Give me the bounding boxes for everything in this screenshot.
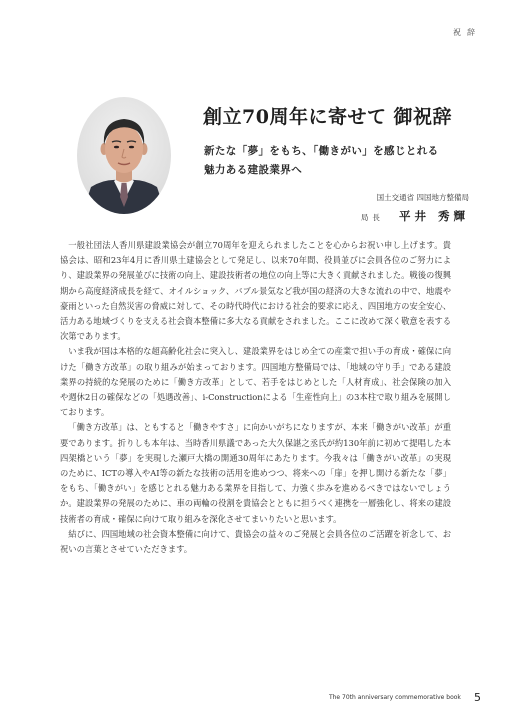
message-body [60, 238, 451, 557]
message-subtitle [204, 142, 439, 180]
page-number: 5 [474, 691, 481, 704]
author-portrait [77, 97, 171, 214]
author-organization: 国土交通省 四国地方整備局 [376, 193, 469, 202]
body-paragraph: いま我が国は本格的な超高齢化社会に突入し、建設業界をはじめ全ての産業で担い手の育成・確保に向けた「働き方改革」の取り組みが始まっております。四国地方整備局では、「地域の守り手」である建設業界の持続的な発展のために「働き方改革」として、若手をはじめとした「人材育成」、社会保険の加入や週休2日の確保などの「処遇改善」、i-Constructionによる「生産性向上」の3本柱で取り組みを展開しております。 [60, 346, 451, 418]
portrait-photo [77, 97, 171, 214]
subtitle-line: 魅力ある建設業界へ [204, 164, 303, 176]
section-label: 祝辞 [453, 28, 481, 37]
body-paragraph: 「働き方改革」は、ともすると「働きやすさ」に向かいがちになりますが、本来「働きがい改革」が重要であります。折りしも本年は、当時香川県議であった大久保諶之丞氏が約130年前に初めて提唱した本四架橋という「夢」を実現した瀬戸大橋の開通30周年にあたります。今我々は「働きがい改革」の実現のために、ICTの導入やAI等の新たな技術の活用を進めつつ、将来への「扉」を押し開ける新たな「夢」をもち、「働きがい」を感じとれる魅力ある業界を目指して、力強く歩みを進めるべきではないでしょうか。建設業界の発展のために、車の両輪の役割を貴協会とともに担うべく連携を一層強化し、将来の建設技術者の育成・確保に向けて取り組みを深化させてまいりたいと思います。 [60, 422, 451, 524]
book-title: The 70th anniversary commemorative book [328, 694, 461, 701]
author-name: 平井 秀輝 [398, 209, 469, 223]
message-title: 創立70周年に寄せて 御祝辞 [203, 106, 453, 128]
subtitle-line: 新たな「夢」をもち、「働きがい」を感じとれる [204, 145, 439, 157]
author-line [361, 205, 469, 224]
page-footer [329, 687, 481, 706]
body-paragraph: 結びに、四国地域の社会資本整備に向けて、貴協会の益々のご発展と会員各位のご活躍を祈念して、お祝いの言葉とさせていただきます。 [60, 528, 451, 555]
author-role: 局長 [360, 213, 384, 222]
body-paragraph: 一般社団法人香川県建設業協会が創立70周年を迎えられましたことを心からお祝い申し上げます。貴協会は、昭和23年4月に香川県土建協会として発足し、以来70年間、役員並びに会員各位のご努力により、建設業界の発展並びに技術の向上、建設技術者の地位の向上等に大きく貢献されました。戦後の復興期から高度経済成長を経て、オイルショック、バブル景気など我が国の経済の大きな流れの中で、地震や豪雨といった自然災害の脅威に対して、その時代時代における社会的要求に応え、四国地方の安全安心、活力ある地域づくりを支える社会資本整備に多大なる貢献をされました。ここに改めて深く敬意を表する次第であります。 [60, 240, 451, 342]
